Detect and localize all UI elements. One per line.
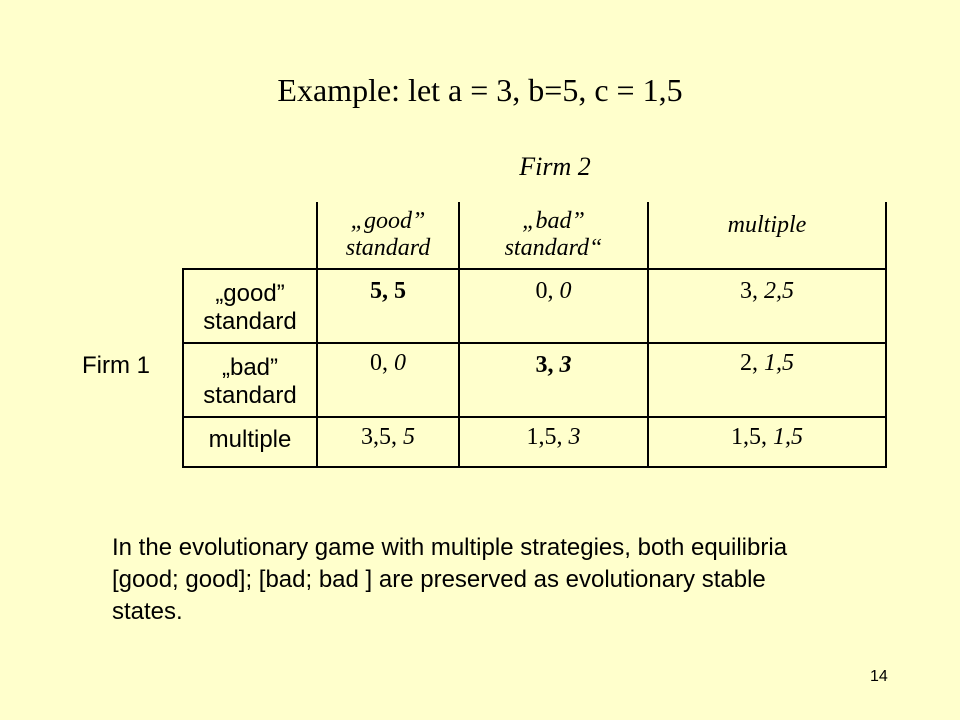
player-col-label: Firm 2 <box>519 152 591 181</box>
grid-hline <box>182 416 887 418</box>
row-label-good: „good” standard <box>203 280 297 335</box>
payoff-cell: 2, 1,5 <box>740 350 794 376</box>
payoff-cell: 5, 5 <box>370 278 406 304</box>
page-number: 14 <box>870 668 888 685</box>
payoff-cell: 0, 0 <box>370 350 406 376</box>
grid-hline <box>182 268 887 270</box>
row-label-bad: „bad” standard <box>203 354 297 409</box>
payoff-cell: 3, 2,5 <box>740 278 794 304</box>
conclusion-paragraph: In the evolutionary game with multiple strategies, both equilibria [good; good]; [bad; bad ] are preserved as evolutionary stable states. <box>112 534 788 625</box>
row-label-multiple: multiple <box>208 426 292 453</box>
col-header-multiple: multiple <box>727 212 807 238</box>
payoff-cell: 0, 0 <box>535 278 572 304</box>
grid-hline <box>182 342 887 344</box>
col-header-bad: „bad” standard“ <box>504 208 603 261</box>
grid-hline <box>182 466 887 468</box>
payoff-cell: 3,5, 5 <box>361 424 415 450</box>
payoff-cell: 3, 3 <box>535 352 572 378</box>
payoff-cell: 1,5, 3 <box>526 424 581 450</box>
grid-vline <box>885 202 887 468</box>
payoff-cell: 1,5, 1,5 <box>731 424 803 450</box>
player-row-label: Firm 1 <box>82 352 150 379</box>
col-header-good: „good” standard <box>345 208 431 261</box>
slide-title: Example: let a = 3, b=5, c = 1,5 <box>277 72 683 108</box>
